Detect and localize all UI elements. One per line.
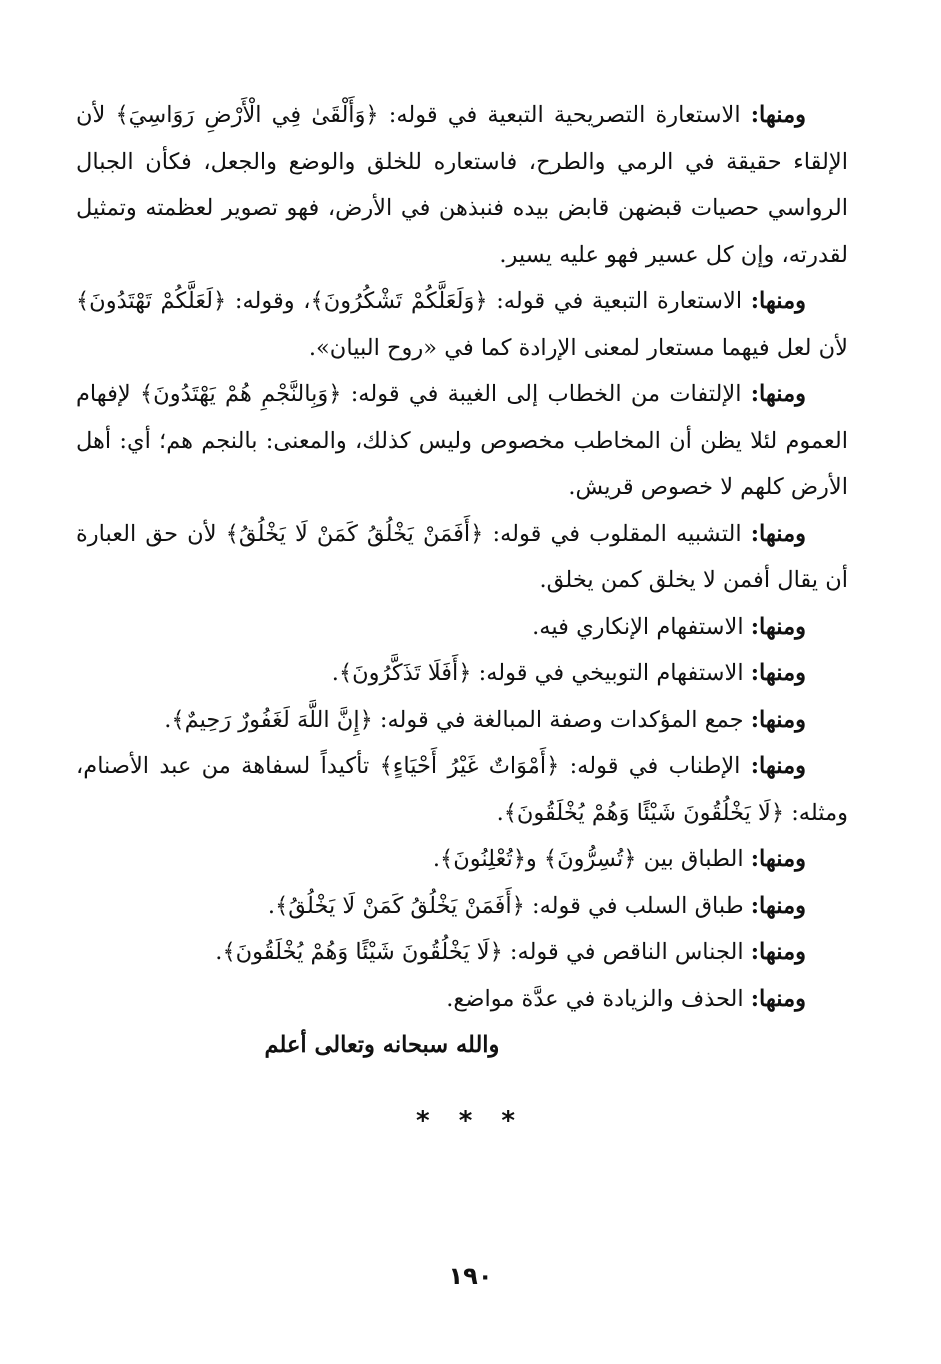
paragraph-lead: ومنها: [750,892,806,919]
paragraph-lead: ومنها: [750,660,806,686]
page-number: ١٩٠ [448,1262,493,1290]
page-body [76,92,848,1069]
paragraph [76,604,848,651]
paragraph [76,650,848,697]
paragraph [76,836,848,883]
paragraph-text: الحذف والزيادة في عدَّة مواضع. [446,985,751,1012]
paragraph-lead: ومنها: [750,939,806,965]
section-separator: * * * [416,1106,525,1136]
paragraph [76,883,848,930]
paragraph-text: الطباق بين ﴿تُسِرُّونَ﴾ و﴿تُعْلِنُونَ﴾. [432,846,751,872]
paragraph-text: الاستفهام التوبيخي في قوله: ﴿أَفَلَا تَذَكَّرُونَ﴾. [331,660,751,686]
paragraph [76,511,848,604]
paragraph-text: الاستعارة التبعية في قوله: ﴿وَلَعَلَّكُمْ تَشْكُرُونَ﴾، وقوله: ﴿لَعَلَّكُمْ تَهْتَدُونَ﴾ لأن لعل فيهما مستعار لمعنى الإرادة كما في «روح البيان». [76,288,848,361]
paragraph-lead: ومنها: [750,102,806,128]
paragraph-text: التشبيه المقلوب في قوله: ﴿أَفَمَنْ يَخْلُقُ كَمَنْ لَا يَخْلُقُ﴾ لأن حق العبارة أن يقال أفمن لا يخلق كمن يخلق. [76,520,848,593]
paragraph-text: الإلتفات من الخطاب إلى الغيبة في قوله: ﴿وَبِالنَّجْمِ هُمْ يَهْتَدُونَ﴾ لإفهام العموم لئلا يظن أن المخاطب مخصوص وليس كذلك، والمعنى: بالنجم هم؛ أي: أهل الأرض كلهم لا خصوص قريش. [76,381,848,500]
paragraph [76,743,848,836]
paragraph-text: الإطناب في قوله: ﴿أَمْوَاتٌ غَيْرُ أَحْيَاءٍ﴾ تأكيداً لسفاهة من عبد الأصنام، ومثله: ﴿لَا يَخْلُقُونَ شَيْئًا وَهُمْ يُخْلَقُونَ﴾. [76,753,848,826]
paragraph-text: جمع المؤكدات وصفة المبالغة في قوله: ﴿إِنَّ اللَّهَ لَغَفُورٌ رَحِيمٌ﴾. [164,706,751,733]
paragraph [76,371,848,511]
closing-line: والله سبحانه وتعالى أعلم [264,1032,500,1058]
paragraph-lead: ومنها: [750,753,806,779]
paragraph-lead: ومنها: [750,613,806,640]
paragraph-lead: ومنها: [750,846,806,872]
paragraph-lead: ومنها: [750,985,806,1012]
paragraph-lead: ومنها: [750,381,806,407]
paragraph-text: طباق السلب في قوله: ﴿أَفَمَنْ يَخْلُقُ كَمَنْ لَا يَخْلُقُ﴾. [267,892,751,919]
paragraph [76,92,848,278]
paragraph-lead: ومنها: [750,288,806,314]
paragraph [76,697,848,744]
paragraph [76,929,848,976]
paragraph [76,976,848,1023]
paragraph [76,278,848,371]
paragraph-text: الجناس الناقص في قوله: ﴿لَا يَخْلُقُونَ شَيْئًا وَهُمْ يُخْلَقُونَ﴾. [215,939,751,965]
paragraph-lead: ومنها: [750,520,806,547]
paragraph-text: الاستعارة التصريحية التبعية في قوله: ﴿وَأَلْقَىٰ فِي الْأَرْضِ رَوَاسِيَ﴾ لأن الإلقاء حقيقة في الرمي والطرح، فاستعاره للخلق والوضع والجعل، فكأن الجبال الرواسي حصيات قبضهن قابض بيده فنبذهن في الأرض، فهو تصوير لعظمته وتمثيل لقدرته، وإن كل عسير فهو عليه يسير. [76,102,848,268]
paragraph-lead: ومنها: [750,706,806,733]
paragraph-text: الاستفهام الإنكاري فيه. [532,613,751,640]
